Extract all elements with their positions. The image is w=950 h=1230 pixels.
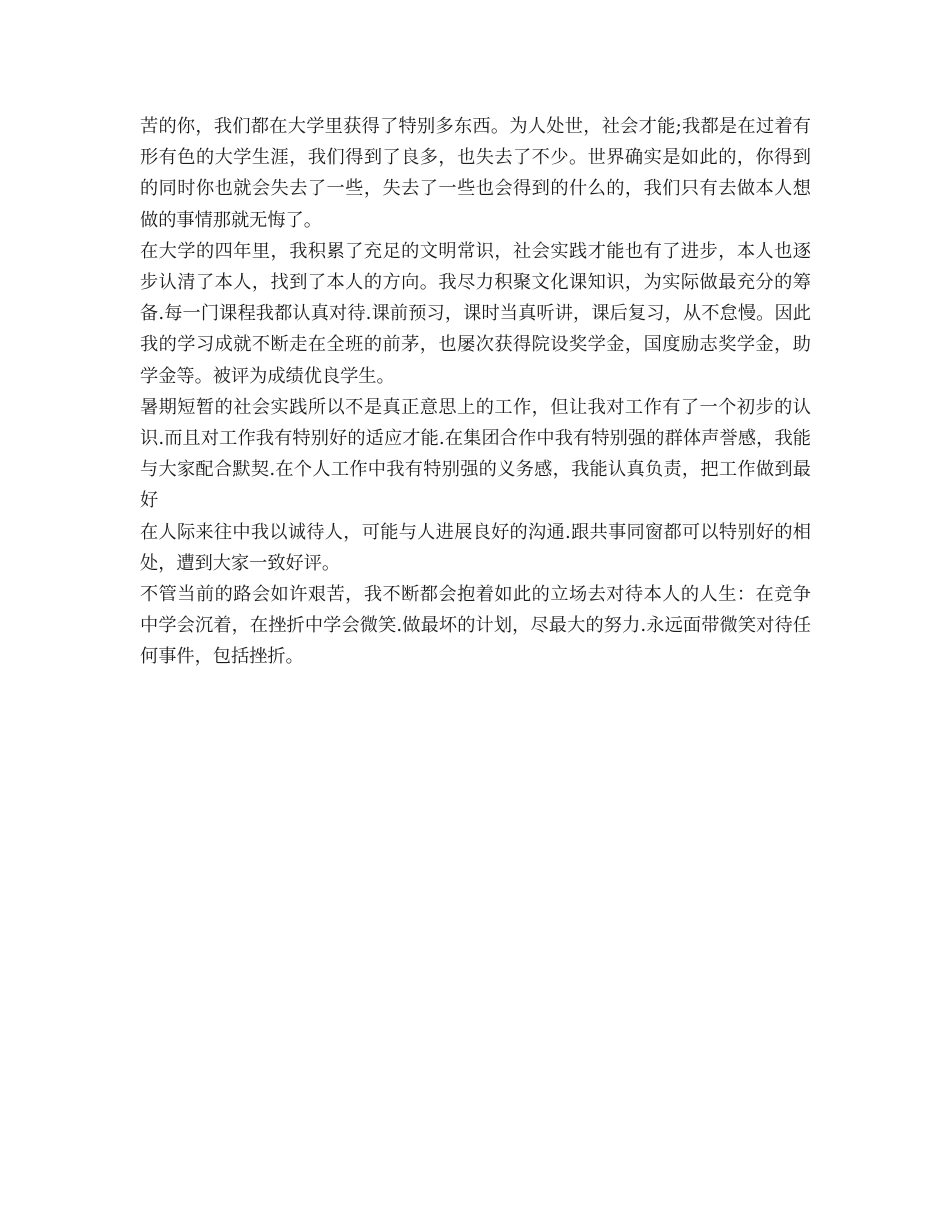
paragraph-3: 暑期短暂的社会实践所以不是真正意思上的工作，但让我对工作有了一个初步的认识.而且对工作我有特别好的适应才能.在集团合作中我有特别强的群体声誉感，我能与大家配合默契.在个人工作中我有特别强的义务感，我能认真负责，把工作做到最好 bbox=[140, 396, 811, 512]
paragraph-4: 在人际来往中我以诚待人，可能与人进展良好的沟通.跟共事同窗都可以特别好的相处，遭到大家一致好评。 bbox=[140, 521, 811, 574]
paragraph-5: 不管当前的路会如许艰苦，我不断都会抱着如此的立场去对待本人的人生：在竞争中学会沉着，在挫折中学会微笑.做最坏的计划，尽最大的努力.永远面带微笑对待任何事件，包括挫折。 bbox=[140, 584, 811, 668]
document-body bbox=[140, 111, 811, 673]
paragraph-1: 苦的你，我们都在大学里获得了特别多东西。为人处世，社会才能;我都是在过着有形有色的大学生涯，我们得到了良多，也失去了不少。世界确实是如此的，你得到的同时你也就会失去了一些，失去了一些也会得到的什么的，我们只有去做本人想做的事情那就无悔了。 bbox=[140, 116, 811, 231]
paragraph-2: 在大学的四年里，我积累了充足的文明常识，社会实践才能也有了进步，本人也逐步认清了本人，找到了本人的方向。我尽力积聚文化课知识，为实际做最充分的筹备.每一门课程我都认真对待.课前预习，课时当真听讲，课后复习，从不怠慢。因此我的学习成就不断走在全班的前茅，也屡次获得院设奖学金，国度励志奖学金，助学金等。被评为成绩优良学生。 bbox=[140, 240, 811, 387]
